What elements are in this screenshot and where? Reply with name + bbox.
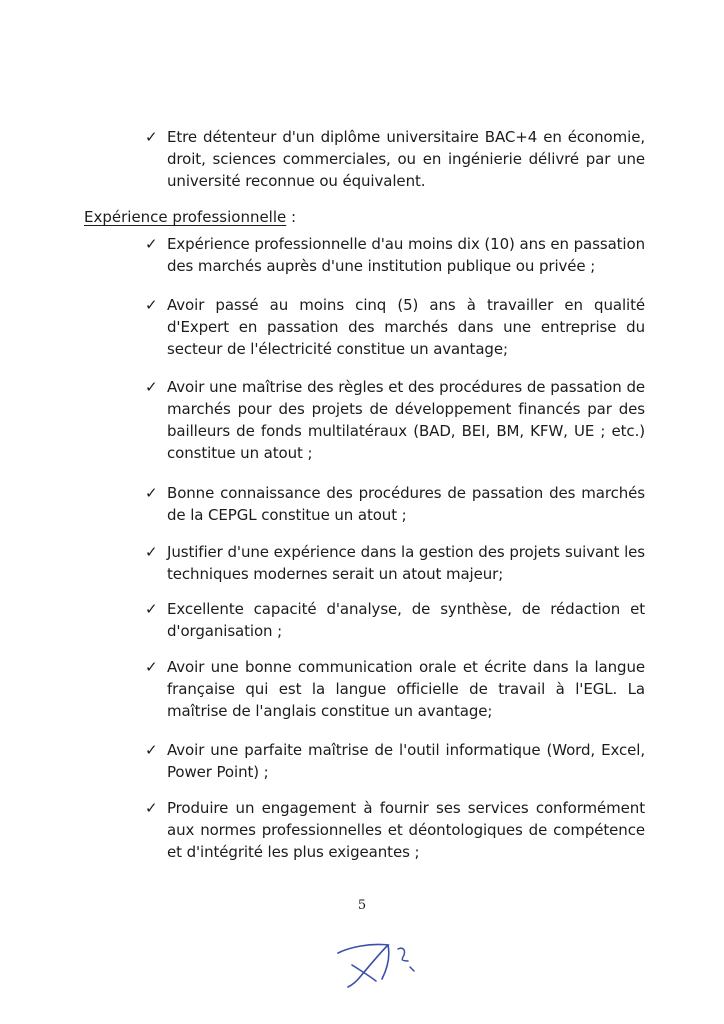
list-item-text: Avoir une bonne communication orale et écrite dans la langue française qui est la langue officielle de travail à l'EGL. La maîtrise de l'anglais constitue un avantage; [167,658,645,720]
list-item-text: Produire un engagement à fournir ses services conformément aux normes professionnelles et déontologiques de compétence et d'intégrité les plus exigeantes ; [167,799,645,861]
list-item-text: Etre détenteur d'un diplôme universitaire BAC+4 en économie, droit, sciences commerciales, ou en ingénierie délivré par une université reconnue ou équivalent. [167,128,645,190]
list-item-diploma [145,126,645,192]
check-icon: ✓ [145,799,158,817]
signature-icon [330,935,430,990]
list-item [145,233,645,277]
check-icon: ✓ [145,235,158,253]
list-item [145,656,645,722]
check-icon: ✓ [145,128,158,146]
list-item-text: Bonne connaissance des procédures de passation des marchés de la CEPGL constitue un atout ; [167,484,645,524]
page-number: 5 [357,898,367,913]
list-item [145,739,645,783]
list-item-text: Expérience professionnelle d'au moins dix (10) ans en passation des marchés auprès d'une institution publique ou privée ; [167,235,645,275]
list-item [145,541,645,585]
list-item [145,598,645,642]
list-item [145,482,645,526]
list-item-text: Avoir une maîtrise des règles et des procédures de passation de marchés pour des projets de développement financés par des bailleurs de fonds multilatéraux (BAD, BEI, BM, KFW, UE ; etc.) constitue un atout ; [167,378,645,462]
section-heading-label: Expérience professionnelle [84,208,287,226]
list-item-text: Avoir passé au moins cinq (5) ans à travailler en qualité d'Expert en passation des marchés dans une entreprise du secteur de l'électricité constitue un avantage; [167,296,645,358]
check-icon: ✓ [145,600,158,618]
check-icon: ✓ [145,658,158,676]
section-heading-suffix: : [286,208,297,226]
check-icon: ✓ [145,484,158,502]
list-item-text: Avoir une parfaite maîtrise de l'outil informatique (Word, Excel, Power Point) ; [167,741,645,781]
list-item [145,376,645,464]
check-icon: ✓ [145,741,158,759]
list-item-text: Justifier d'une expérience dans la gestion des projets suivant les techniques modernes serait un atout majeur; [167,543,645,583]
list-item-text: Excellente capacité d'analyse, de synthèse, de rédaction et d'organisation ; [167,600,645,640]
list-item [145,294,645,360]
section-heading [84,206,296,228]
check-icon: ✓ [145,543,158,561]
check-icon: ✓ [145,378,158,396]
check-icon: ✓ [145,296,158,314]
list-item [145,797,645,863]
